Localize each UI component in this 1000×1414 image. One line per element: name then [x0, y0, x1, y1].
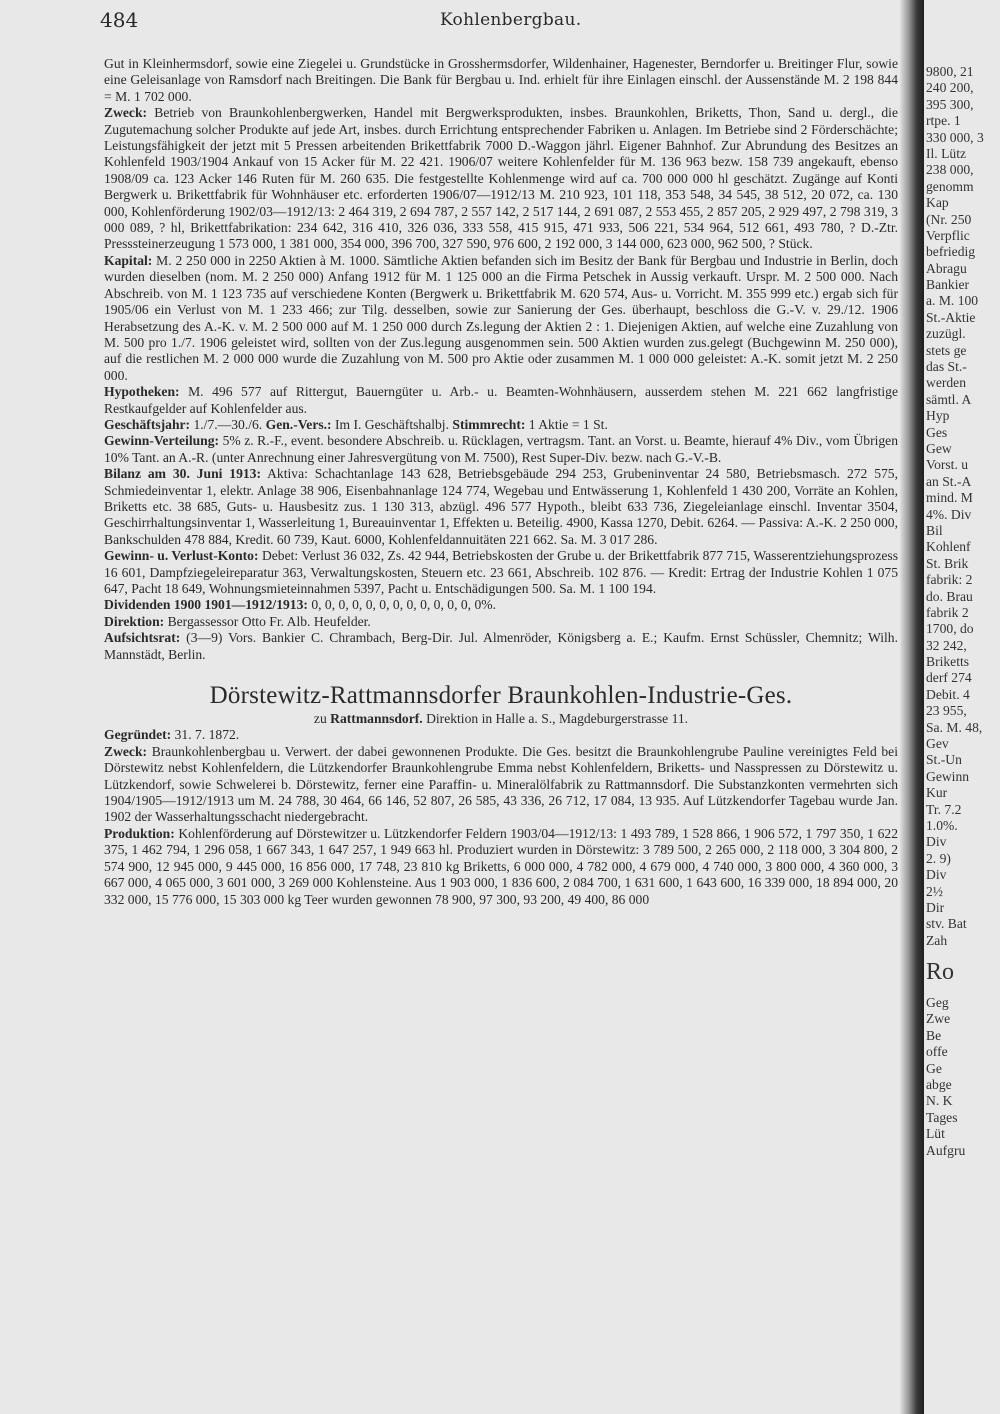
adjacent-page-line: Bankier	[926, 277, 970, 293]
adjacent-page-line: 240 200,	[926, 80, 974, 96]
entry1-geschaeftsjahr-line	[104, 417, 898, 433]
section-text: 1 Aktie = 1 St.	[528, 416, 608, 432]
adjacent-page-line: Bil	[926, 522, 943, 538]
section-text: Aktiva: Schachtanlage 143 628, Betriebsgebäude 294 253, Grubeninventar 24 580, Betriebsmasch. 272 575, Schmiedeinventar 1, elektr. Anlage 38 906, Eisenbahnanlage 124 774, Wegebau und Entwässerung 1, Kohlenfeld 1 430 200, Vorräte an Kohlen, Briketts etc. 38 685, Guts- u. Hausbesitz zus. 1 130 313, abzügl. 496 577 Hypoth., bleibt 633 736, Ziegeleianlage einschl. Inventar 3504, Geschirrhaltungsinventar 1, Wasserleitung 1, Bureauinventar 1, Effekten u. Beteilig. 4900, Kassa 1270, Debit. 6264. — Passiva: A.-K. 2 250 000, Bankschulden 478 884, Kredit. 60 739, Kaut. 6000, Kohlenfeldannuitäten 221 662. Sa. M. 3 017 286.	[104, 466, 898, 547]
adjacent-page-line: Div	[926, 867, 947, 883]
adjacent-page-line: 9800, 21	[926, 64, 974, 79]
adjacent-page-line: Kohlenf	[926, 539, 971, 555]
adjacent-page-line: sämtl. A	[926, 391, 972, 407]
section-text: Im I. Geschäftshalbj.	[334, 416, 449, 432]
running-title: Kohlenbergbau.	[440, 10, 582, 30]
adjacent-page-line: Ges	[926, 424, 948, 440]
entry2-gegruendet	[104, 727, 898, 743]
adjacent-page-line: Be	[926, 1027, 942, 1043]
adjacent-page-line: 395 300,	[926, 96, 974, 112]
adjacent-page-line: Sa. M. 48,	[926, 719, 983, 735]
entry1-intro: Gut in Kleinhermsdorf, sowie eine Ziegelei u. Grundstücke in Grosshermsdorfer, Wildenhainer, Hagenester, Berndorfer u. Breitinger Flur, sowie eine Geleisanlage von Ramsdorf nach Breitingen. Die Bank für Bergbau u. Ind. erhielt für ihre Einlagen einschl. der Aussenstände M. 2 198 844 = M. 1 702 000.	[104, 56, 898, 104]
adjacent-page-line: 4%. Div	[926, 506, 972, 522]
adjacent-page-line: Dir	[926, 899, 945, 915]
section-text: (3—9) Vors. Bankier C. Chrambach, Berg-Dir. Jul. Almenröder, Königsberg a. E.; Kaufm. Ernst Schüssler, Chemnitz; Wilh. Mannstädt, Berlin.	[104, 630, 898, 662]
adjacent-page-line: 2. 9)	[926, 850, 951, 866]
adjacent-page-fragment	[926, 64, 1000, 1414]
adjacent-page-line: Geg	[926, 995, 949, 1011]
section-text: Kohlenförderung auf Dörstewitzer u. Lützkendorfer Feldern 1903/04—1912/13: 1 493 789, 1 528 866, 1 906 572, 1 797 350, 1 622 375, 1 462 794, 1 296 058, 1 667 343, 1 647 257, 1 949 663 hl. Produziert wurden in Dörstewitz: 3 789 500, 2 265 000, 2 118 000, 3 304 800, 2 574 900, 12 945 000, 9 445 000, 16 856 000, 17 748, 23 810 kg Briketts, 6 000 000, 4 782 000, 4 679 000, 4 740 000, 3 800 000, 4 360 000, 3 667 000, 4 065 000, 3 601 000, 3 269 000 Kohlensteine. Aus 1 903 000, 1 836 600, 2 084 700, 1 631 600, 1 643 600, 16 339 000, 18 894 000, 20 332 000, 15 776 000, 15 303 000 kg Teer wurden gewonnen 78 900, 97 300, 93 200, 49 400, 86 000	[104, 825, 898, 907]
adjacent-page-line: an St.-A	[926, 473, 972, 489]
adjacent-page-line: Div	[926, 834, 947, 850]
adjacent-page-line: 330 000, 3	[926, 129, 984, 145]
entry1-bilanz	[104, 466, 898, 548]
section-label: Stimmrecht:	[452, 416, 526, 432]
company-subtitle	[104, 711, 898, 727]
adjacent-page-line: Ro	[926, 959, 955, 986]
entry1-kapital	[104, 253, 898, 384]
adjacent-page-line: fabrik 2	[926, 604, 969, 620]
section-label: Kapital:	[104, 252, 153, 268]
adjacent-page-line: Ge	[926, 1060, 942, 1076]
section-label: Zweck:	[104, 743, 148, 759]
section-text: M. 496 577 auf Rittergut, Bauerngüter u. Arb.- u. Beamten-Wohnhäusern, ausserdem stehen M. 221 662 langfristige Restkaufgelder auf Kohlenfelder aus.	[104, 384, 898, 416]
adjacent-page-line: 2½	[926, 883, 943, 899]
section-label: Gegründet:	[104, 727, 172, 743]
section-text: Debet: Verlust 36 032, Zs. 42 944, Betriebskosten der Grube u. der Brikettfabrik 877 715, Wasserentziehungsprozess 16 601, Dampfziegeleireparatur 363, Verwaltungskosten, Steuern etc. 23 661, Abschreib. 102 876. — Kredit: Ertrag der Industrie Kohlen 1 075 647, Pacht 18 649, Wohnungsmieteinnahmen 5397, Pacht u. Entschädigungen 500. Sa. M. 1 100 194.	[104, 548, 898, 596]
adjacent-page-line: Briketts	[926, 654, 970, 670]
section-text: 31. 7. 1872.	[174, 727, 240, 743]
adjacent-page-line: a. M. 100	[926, 293, 979, 309]
page-number: 484	[100, 8, 139, 32]
entry2-produktion	[104, 826, 898, 908]
adjacent-page-line: Tages	[926, 1109, 958, 1125]
company-location: Rattmannsdorf.	[330, 711, 423, 727]
adjacent-page-line: 32 242,	[926, 637, 967, 653]
section-label: Zweck:	[104, 105, 148, 121]
section-label: Geschäftsjahr:	[104, 416, 191, 432]
section-label: Gen.-Vers.:	[265, 416, 332, 432]
section-text: 1./7.—30./6.	[193, 416, 263, 432]
entry1-guv	[104, 548, 898, 597]
adjacent-page-line: Aufgru	[926, 1142, 966, 1158]
section-label: Produktion:	[104, 825, 175, 841]
entry1-gewinnverteilung	[104, 433, 898, 466]
adjacent-page-line: N. K	[926, 1093, 953, 1109]
adjacent-page-line: abge	[926, 1077, 952, 1093]
book-spine-shadow	[900, 0, 924, 1414]
section-label: Hypotheken:	[104, 384, 180, 400]
adjacent-page-line: Verpflic	[926, 227, 970, 243]
main-text-column	[104, 56, 898, 1396]
adjacent-page-line: derf 274	[926, 670, 972, 686]
adjacent-page-line: Kur	[926, 785, 948, 801]
adjacent-page-line: fabrik: 2	[926, 572, 973, 588]
adjacent-page-line: stv. Bat	[926, 916, 967, 932]
section-text: 0, 0, 0, 0, 0, 0, 0, 0, 0, 0, 0, 0, 0%.	[311, 597, 496, 613]
company-title: Dörstewitz-Rattmannsdorfer Braunkohlen-Industrie-Ges.	[209, 682, 793, 710]
entry1-dividenden	[104, 597, 898, 613]
adjacent-page-line: Debit. 4	[926, 686, 970, 702]
section-text: M. 2 250 000 in 2250 Aktien à M. 1000. Sämtliche Aktien befanden sich im Besitz der Bank für Bergbau und Industrie in Berlin, doch wurden dieselben (nom. M. 2 250 000) Anfang 1912 für M. 1 125 000 an die Firma Petschek in Aussig verkauft. Urspr. M. 2 500 000. Nach Abschreib. von M. 1 123 735 auf verschiedene Konten (Bergwerk u. Brikettfabrik M. 620 574, Aus- u. Vorricht. M. 355 999 etc.) ergab sich für 1905/06 ein Verlust von M. 1 233 466; zur Tilg. desselben, sowie zur Sanierung der Ges. überhaupt, beschloss die G.-V. v. 29./12. 1906 Herabsetzung des A.-K. v. M. 2 500 000 auf M. 1 250 000 durch Zs.legung der Aktien 2 : 1. Diejenigen Aktien, auf welche eine Zuzahlung von M. 500 pro 1./7. 1906 geleistet wird, sollten von der Zus.legung ausgenommen sein. 500 Aktien wurden zus.gelegt (Buchgewinn M. 250 000), auf die restlichen M. 2 000 000 wurde die Zuzahlung von M. 500 pro Aktie oder zusammen M. 1 000 000 geleistet: A.-K. somit jetzt M. 2 250 000.	[104, 252, 898, 383]
adjacent-page-line: Zwe	[926, 1011, 951, 1027]
entry1-zweck	[104, 105, 898, 253]
adjacent-page-line: Lüt	[926, 1126, 945, 1142]
company-direktion-note: Direktion in Halle a. S., Magdeburgerstrasse 11.	[426, 711, 689, 727]
adjacent-page-line: St.-Un	[926, 752, 962, 768]
entry1-direktion	[104, 614, 898, 630]
section-label: Direktion:	[104, 613, 165, 629]
adjacent-page-line: Gewinn	[926, 768, 970, 784]
section-label: Gewinn- u. Verlust-Konto:	[104, 548, 259, 564]
adjacent-page-line: 1700, do	[926, 621, 974, 637]
entry2-zweck	[104, 744, 898, 826]
adjacent-page-line: rtpe. 1	[926, 113, 961, 129]
adjacent-page-line: Hyp	[926, 408, 950, 424]
adjacent-page-line: Gew	[926, 440, 952, 456]
page-header	[100, 8, 900, 38]
adjacent-page-line: Il. Lütz	[926, 145, 967, 161]
adjacent-page-line: mind. M	[926, 490, 973, 506]
adjacent-page-line: offe	[926, 1044, 948, 1060]
adjacent-page-line: do. Brau	[926, 588, 973, 604]
adjacent-page-line: zuzügl.	[926, 326, 966, 342]
section-label: Aufsichtsrat:	[104, 630, 181, 646]
adjacent-page-line: 1.0%.	[926, 817, 958, 833]
adjacent-page-line: Vorst. u	[926, 457, 969, 473]
adjacent-page-line: (Nr. 250	[926, 211, 972, 227]
entry1-aufsichtsrat	[104, 630, 898, 663]
adjacent-page-line: das St.-	[926, 359, 967, 375]
adjacent-page-line: Zah	[926, 932, 948, 948]
adjacent-page-line: befriedig	[926, 244, 976, 260]
section-label: Bilanz am 30. Juni 1913:	[104, 466, 261, 482]
section-label: Dividenden 1900 1901—1912/1913:	[104, 597, 308, 613]
adjacent-page-line: St.-Aktie	[926, 309, 976, 325]
adjacent-page-line: Kap	[926, 195, 949, 211]
section-text: Bergassessor Otto Fr. Alb. Heufelder.	[167, 613, 371, 629]
adjacent-page-line: stets ge	[926, 342, 967, 358]
adjacent-page-line: werden	[926, 375, 967, 391]
adjacent-page-line: 238 000,	[926, 162, 974, 178]
section-text: Betrieb von Braunkohlenbergwerken, Handel mit Bergwerksprodukten, insbes. Braunkohlen, Briketts, Thon, Sand u. dergl., die Zugutemachung solcher Produkte auf jede Art, insbes. durch Errichtung entsprechender Fabriken u. Anlagen. Im Betriebe sind 2 Förderschächte; Leistungsfähigkeit der jetzt mit 5 Pressen arbeitenden Brikettfabrik 7000 D.-Waggon jährl. Eigener Bahnhof. Zur Abrundung des Besitzes an Kohlenfeld 1903/1904 Ankauf von 15 Acker für M. 22 421. 1906/07 weitere Kohlenfelder für M. 136 963 bezw. 158 739 angekauft, ebenso 1908/09 ca. 123 Acker 146 Ruten für M. 260 635. Die festgestellte Kohlenmenge wird auf ca. 700 000 000 hl geschätzt. Zugänge auf Konti Bergwerk u. Brikettfabrik für Wohnhäuser etc. erforderten 1906/07—1912/13 M. 210 923, 101 118, 353 548, 34 545, 38 512, 20 072, ca. 130 000, Kohlenförderung 1902/03—1912/13: 2 464 319, 2 694 787, 2 557 142, 2 517 144, 2 691 087, 2 553 455, 2 857 205, 2 929 497, 2 798 319, 3 000 089, ? hl, Brikettfabrikation: 234 642, 316 410, 326 036, 333 558, 415 915, 471 933, 506 221, 534 964, 512 661, 493 780, ? D.-Ztr. Presssteinerzeugung 1 573 000, 1 381 000, 354 000, 396 700, 327 590, 976 600, 2 192 000, 3 144 000, 623 000, 962 500, ? Stück.	[104, 105, 898, 252]
adjacent-page-line: Tr. 7.2	[926, 801, 962, 817]
entry1-hypotheken	[104, 384, 898, 417]
section-label: Gewinn-Verteilung:	[104, 433, 220, 449]
adjacent-page-line: 23 955,	[926, 703, 967, 719]
adjacent-page-line: genomm	[926, 178, 974, 194]
section-text: 5% z. R.-F., event. besondere Abschreib. u. Rücklagen, vertragsm. Tant. an Vorst. u. Beamte, hierauf 4% Div., vom Übrigen 10% Tant. an A.-R. (unter Anrechnung einer Jahresvergütung von M. 7500), Rest Super-Div. bezw. nach G.-V.-B.	[104, 433, 898, 465]
adjacent-page-line: Gev	[926, 736, 949, 752]
adjacent-page-line: Abragu	[926, 260, 967, 276]
section-text: Braunkohlenbergbau u. Verwert. der dabei gewonnenen Produkte. Die Ges. besitzt die Braunkohlengrube Pauline vereinigtes Feld bei Dörstewitz nebst Kohlenfeldern, die Lützkendorfer Braunkohlengrube Emma nebst Kohlenfeldern, Briketts- und Nasspressen zu Dörstewitz u. Lützkendorf, sowie Schwelerei b. Dörstewitz, ferner eine Paraffin- u. Mineralölfabrik zu Rattmannsdorf. Die Substanzkonten vermehrten sich 1904/1905—1912/1913 um M. 24 788, 30 464, 66 146, 52 807, 26 585, 43 336, 26 712, 17 084, 13 935. Auf Lützkendorfer Tagebau wurde Jan. 1902 der Wasserhaltungsschacht niedergebracht.	[104, 743, 898, 825]
adjacent-page-line: St. Brik	[926, 555, 969, 571]
company-zu: zu	[313, 711, 327, 727]
